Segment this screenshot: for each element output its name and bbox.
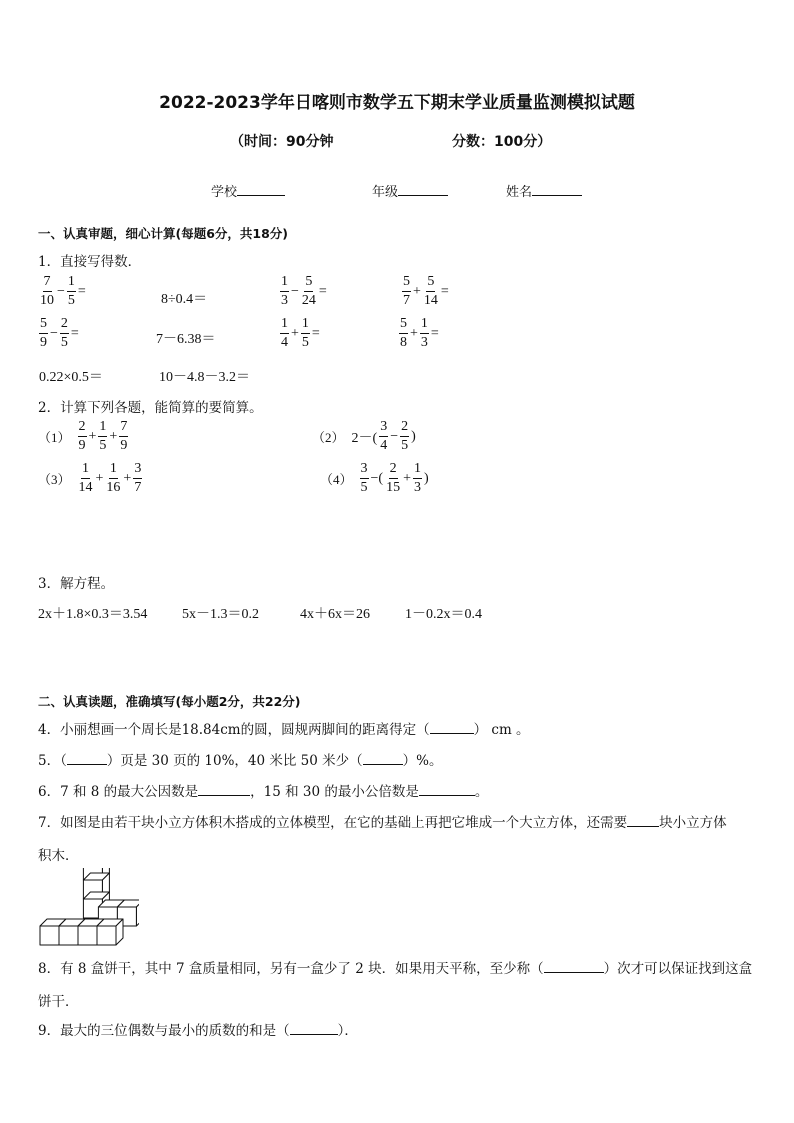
question-4 (38, 718, 530, 738)
question-8-cont: 饼干． (38, 994, 79, 1010)
numerator: 5 (39, 317, 48, 334)
numerator: 7 (119, 420, 128, 437)
fraction (39, 317, 48, 350)
math-text: − (50, 325, 58, 341)
fraction (280, 317, 289, 350)
q1-item-3 (279, 275, 328, 308)
fraction (60, 317, 69, 350)
fraction (413, 462, 422, 495)
question-7-cont: 积木． (38, 848, 79, 864)
numerator: 2 (400, 420, 409, 437)
fraction (78, 420, 87, 453)
fraction (360, 462, 369, 495)
equation-2: 5x－1.3＝0.2 (182, 607, 259, 622)
math-text: 8÷0.4＝ (161, 292, 208, 307)
math-text: + (403, 470, 411, 486)
cube-face (97, 926, 116, 945)
denominator: 5 (360, 480, 368, 495)
name-field (506, 181, 582, 200)
question-6-text-a: 6．7 和 8 的最大公因数是 (38, 784, 199, 800)
numerator: 3 (379, 420, 388, 437)
math-text: 7－6.38＝ (156, 332, 216, 347)
item-label: （1） (38, 430, 71, 445)
q1-item-8 (398, 317, 440, 350)
numerator: 1 (413, 462, 422, 479)
numerator: 1 (420, 317, 429, 334)
question-4-text: 4．小丽想画一个周长是18.84cm的圆，圆规两脚间的距离得定（ (38, 722, 430, 738)
section-2-heading: 二、认真读题，准确填写(每小题2分，共22分) (38, 694, 301, 709)
answer-blank[interactable] (363, 764, 403, 765)
question-9-text-a: 9．最大的三位偶数与最小的质数的和是（ (38, 1023, 290, 1039)
answer-blank[interactable] (544, 972, 604, 973)
math-text: 0.22×0.5＝ (39, 370, 103, 385)
cube-face (40, 926, 59, 945)
item-label: （4） (320, 472, 353, 487)
q2-item-2 (312, 420, 417, 453)
math-text: + (413, 283, 421, 299)
numerator: 1 (98, 420, 107, 437)
question-8 (38, 957, 752, 977)
fraction (379, 420, 388, 453)
answer-blank[interactable] (67, 764, 107, 765)
denominator: 5 (67, 293, 75, 308)
name-blank[interactable] (532, 195, 582, 196)
denominator: 5 (401, 438, 409, 453)
grade-field (372, 181, 448, 200)
fraction (400, 420, 409, 453)
grade-blank[interactable] (398, 195, 448, 196)
math-text: − (57, 283, 65, 299)
answer-blank[interactable] (430, 733, 474, 734)
fraction (385, 462, 401, 495)
math-text: + (109, 428, 118, 444)
question-6 (38, 780, 488, 800)
q1-item-1 (38, 275, 87, 308)
cube-figure (39, 868, 139, 948)
denominator: 24 (301, 293, 316, 308)
question-6-text-c: 。 (474, 784, 489, 800)
denominator: 7 (403, 293, 410, 308)
denominator: 9 (78, 438, 86, 453)
fraction (105, 462, 121, 495)
school-label: 学校 (211, 185, 238, 200)
math-text: + (88, 428, 97, 444)
numerator: 2 (60, 317, 69, 334)
numerator: 1 (109, 462, 118, 479)
math-text: 10－4.8－3.2＝ (159, 370, 250, 385)
equation-4: 1－0.2x＝0.4 (405, 607, 482, 622)
math-text: = (440, 283, 449, 299)
school-blank[interactable] (237, 195, 285, 196)
equation-3: 4x＋6x＝26 (300, 607, 370, 622)
fraction (402, 275, 411, 308)
math-text: = (77, 283, 86, 299)
item-label: （2） (312, 430, 345, 445)
numerator: 5 (402, 275, 411, 292)
name-label: 姓名 (506, 185, 533, 200)
numerator: 5 (399, 317, 408, 334)
math-text: + (95, 470, 104, 486)
math-text: + (123, 470, 132, 486)
numerator: 7 (43, 275, 52, 292)
question-9 (38, 1019, 358, 1039)
denominator: 5 (60, 335, 68, 350)
denominator: 3 (281, 293, 288, 308)
question-7-text-a: 7．如图是由若干块小立方体积木搭成的立体模型，在它的基础上再把它堆成一个大立方体，还需要 (38, 815, 628, 831)
fraction (301, 317, 310, 350)
numerator: 5 (426, 275, 435, 292)
numerator: 2 (389, 462, 398, 479)
question-9-text-b: ）． (337, 1023, 358, 1039)
grade-label: 年级 (372, 185, 399, 200)
time-label: （时间：90分钟 (230, 134, 334, 150)
numerator: 1 (280, 275, 289, 292)
math-text: + (291, 325, 299, 341)
question-5-text-a: 5．（ (38, 753, 67, 769)
denominator: 3 (420, 335, 428, 350)
denominator: 7 (134, 480, 142, 495)
fraction (420, 317, 429, 350)
page-title: 2022-2023学年日喀则市数学五下期末学业质量监测模拟试题 (159, 93, 635, 113)
cube-face (78, 926, 97, 945)
answer-blank[interactable] (627, 826, 659, 827)
question-7-text-b: 块小立方体 (659, 815, 727, 831)
math-text: − (291, 283, 299, 299)
item-label: （3） (38, 472, 71, 487)
q1-item-7 (279, 317, 321, 350)
q1-item-10 (158, 366, 251, 386)
numerator: 5 (304, 275, 313, 292)
q2-item-1 (38, 420, 129, 453)
q1-item-9 (38, 366, 104, 386)
denominator: 9 (40, 335, 47, 350)
numerator: 1 (67, 275, 76, 292)
q1-item-2 (160, 288, 208, 308)
answer-blank[interactable] (290, 1034, 338, 1035)
denominator: 10 (40, 293, 54, 308)
question-7 (38, 811, 727, 831)
numerator: 1 (81, 462, 90, 479)
fraction (301, 275, 317, 308)
math-text: 2－( (351, 430, 378, 446)
denominator: 3 (413, 480, 421, 495)
section-1-heading: 一、认真审题，细心计算(每题6分，共18分) (38, 226, 289, 241)
question-8-text-b: ）次才可以保证找到这盒 (603, 961, 753, 977)
denominator: 15 (386, 480, 401, 495)
school-field (211, 181, 285, 200)
math-text: = (430, 325, 439, 341)
math-text: −( (370, 470, 384, 486)
q2-item-4 (320, 462, 430, 495)
numerator: 1 (301, 317, 310, 334)
fraction (133, 462, 142, 495)
math-text: ) (411, 428, 416, 444)
question-5 (38, 749, 442, 769)
fraction (399, 317, 408, 350)
question-6-text-b: ，15 和 30 的最小公倍数是 (250, 784, 419, 800)
question-2-prompt: 2．计算下列各题，能简算的要简算。 (38, 400, 263, 416)
q2-item-3 (38, 462, 143, 495)
numerator: 3 (360, 462, 369, 479)
denominator: 4 (380, 438, 388, 453)
fraction (39, 275, 55, 308)
fraction (67, 275, 76, 308)
q1-item-6 (155, 328, 217, 348)
cube-face (59, 926, 78, 945)
numerator: 1 (280, 317, 289, 334)
fraction (423, 275, 439, 308)
math-text: − (390, 428, 399, 444)
question-3-prompt: 3．解方程。 (38, 576, 115, 592)
question-5-text-b: ）页是 30 页的 10%，40 米比 50 米少（ (106, 753, 363, 769)
math-text: = (70, 325, 79, 341)
answer-blank[interactable] (198, 795, 250, 796)
denominator: 14 (423, 293, 438, 308)
math-text: = (311, 325, 320, 341)
math-text: + (410, 325, 418, 341)
question-5-text-c: ）%。 (402, 753, 443, 769)
denominator: 9 (120, 438, 128, 453)
question-8-text-a: 8．有 8 盒饼干，其中 7 盒质量相同，另有一盒少了 2 块．如果用天平称，至少称（ (38, 961, 544, 977)
math-text: = (318, 283, 327, 299)
denominator: 4 (281, 335, 288, 350)
math-text: ) (423, 470, 429, 486)
equation-1: 2x＋1.8×0.3＝3.54 (38, 607, 148, 622)
denominator: 14 (78, 480, 93, 495)
fraction (78, 462, 94, 495)
fraction (98, 420, 107, 453)
numerator: 2 (78, 420, 87, 437)
denominator: 8 (400, 335, 407, 350)
question-1-prompt: 1．直接写得数． (38, 254, 142, 270)
score-label: 分数：100分） (452, 134, 552, 150)
fraction (119, 420, 128, 453)
answer-blank[interactable] (419, 795, 475, 796)
q1-item-4 (401, 275, 450, 308)
denominator: 5 (99, 438, 107, 453)
numerator: 3 (133, 462, 142, 479)
q1-item-5 (38, 317, 80, 350)
question-4-unit: ） cm 。 (473, 722, 530, 738)
fraction (280, 275, 289, 308)
denominator: 16 (106, 480, 121, 495)
denominator: 5 (301, 335, 309, 350)
